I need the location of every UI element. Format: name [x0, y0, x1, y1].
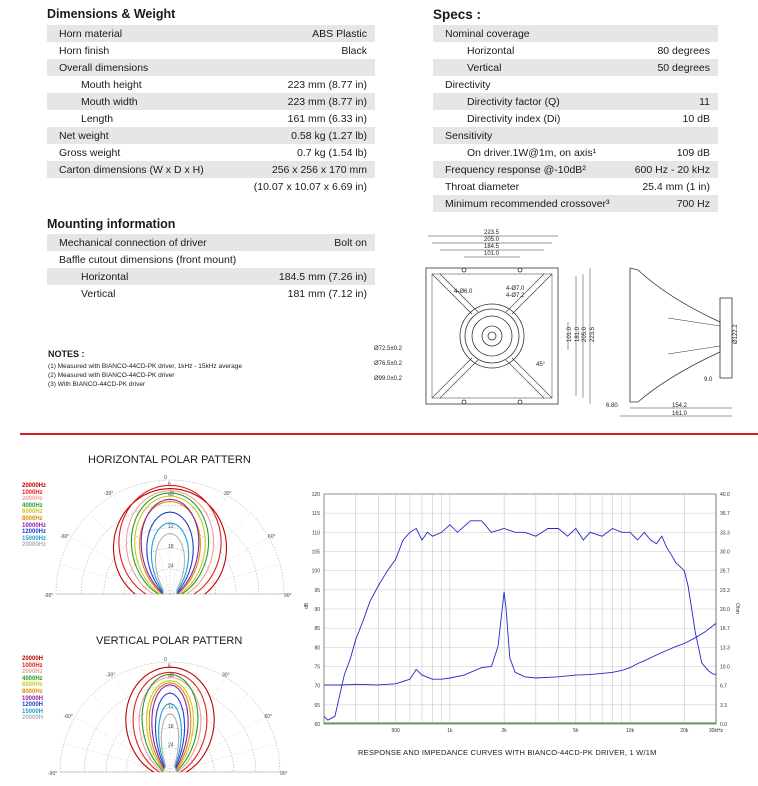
spec-value [627, 25, 718, 42]
polar-angle-label: -60° [60, 534, 70, 540]
y-right-tick-label: 10.0 [720, 664, 730, 671]
dimension-label: Mouth height [81, 78, 142, 91]
polar-db-label: 18 [168, 544, 174, 551]
dimension-row [47, 127, 375, 144]
spec-label: On driver.1W@1m, on axis¹ [467, 146, 597, 159]
spec-label: Throat diameter [445, 180, 520, 193]
technical-drawing [368, 226, 758, 424]
spec-row [433, 195, 718, 212]
legend-item: 10000H [22, 695, 44, 702]
spec-row [433, 144, 718, 161]
y-tick-label: 80 [314, 645, 320, 652]
mounting-value: 181 mm (7.12 in) [287, 287, 367, 300]
mounting-label: Horizontal [47, 268, 265, 285]
y-right-tick-label: 33.3 [720, 530, 730, 537]
legend-item: 20000Hz [22, 483, 47, 489]
y-right-tick-label: 6.7 [720, 683, 727, 690]
polar-angle-label: 30° [224, 490, 232, 497]
spec-row [433, 127, 718, 144]
notes-title: NOTES : [48, 349, 85, 359]
dimensions-title: Dimensions & Weight [47, 7, 176, 21]
polar-db-label: 6 [168, 481, 171, 488]
dim-width-2: 205.0 [484, 237, 500, 243]
polar-db-label: 24 [168, 563, 174, 570]
spec-row [433, 76, 718, 93]
polar-angle-label: -90° [44, 593, 54, 599]
y-right-tick-label: 3.3 [720, 703, 727, 710]
dim-height-3: 205.0 [582, 326, 588, 342]
spec-label: Directivity [445, 78, 491, 91]
mounting-row [47, 285, 375, 302]
polar-db-label: 24 [168, 742, 174, 749]
spec-row [433, 25, 718, 42]
mounting-value: Bolt on [265, 234, 376, 251]
dim-hole-1: 4-Ø6.0 [454, 289, 473, 295]
spec-label: Directivity factor (Q) [433, 93, 627, 110]
dimension-row [47, 42, 375, 59]
dim-width-4: 101.0 [484, 251, 500, 257]
polar-angle-label: 60° [264, 714, 273, 720]
side-dim-2: 161.0 [672, 411, 688, 417]
polar-angle-label: 90° [284, 593, 292, 599]
dimension-row [47, 76, 375, 93]
spec-label: Vertical [433, 59, 627, 76]
legend-item: 12000Hz [22, 529, 47, 536]
y-right-tick-label: 20.0 [720, 607, 730, 613]
polar-angle-label: 0 [164, 475, 167, 481]
spec-row [433, 59, 718, 76]
dimension-label: Net weight [47, 127, 232, 144]
polar-angle-label: -60° [63, 714, 73, 720]
dim-height-2: 181.0 [575, 326, 581, 342]
spec-value: 80 degrees [657, 44, 710, 57]
spec-row [433, 110, 718, 127]
front-outline [426, 268, 558, 404]
legend-item: 1000Hz [22, 662, 43, 669]
mounting-label: Baffle cutout dimensions (front mount) [59, 253, 237, 266]
dimension-label: Length [81, 112, 114, 125]
polar-angle-label: 60° [267, 534, 276, 540]
spec-label: Sensitivity [433, 127, 627, 144]
spec-row [433, 161, 718, 178]
dimension-label: Overall dimensions [47, 59, 232, 76]
polar-db-label: dB [168, 673, 175, 680]
vertical-polar-title: VERTICAL POLAR PATTERN [96, 635, 243, 647]
dimension-label: Mouth width [47, 93, 232, 110]
legend-item: 20000H [22, 656, 44, 662]
dimension-value: 223 mm (8.77 in) [232, 93, 375, 110]
y-right-tick-label: 13.3 [720, 645, 730, 652]
horizontal-polar-title: HORIZONTAL POLAR PATTERN [88, 454, 251, 466]
spec-label: Directivity index (Di) [467, 112, 561, 125]
mounting-value [265, 251, 376, 268]
x-tick-label: 10k [626, 728, 635, 734]
x-tick-label: 500 [391, 728, 400, 734]
polar-angle-label: 0 [164, 657, 167, 663]
spec-value: 50 degrees [627, 59, 718, 76]
polar-db-label: 12 [168, 704, 174, 710]
notes-list [48, 362, 242, 389]
dimension-value: 223 mm (8.77 in) [287, 78, 367, 91]
spec-value: 700 Hz [627, 195, 718, 212]
spec-value: 600 Hz - 20 kHz [627, 161, 718, 178]
side-offset: 9.0 [704, 377, 713, 383]
dimension-value: 0.7 kg (1.54 lb) [296, 146, 367, 159]
y-tick-label: 100 [311, 568, 320, 575]
y-right-tick-label: 40.0 [720, 492, 730, 498]
vertical-polar-chart [40, 654, 300, 782]
mounting-value: 184.5 mm (7.26 in) [265, 268, 376, 285]
legend-item: 20000Hz [22, 542, 47, 549]
dimension-row [47, 110, 375, 127]
spec-value: 109 dB [676, 146, 710, 159]
mounting-table [47, 234, 375, 302]
legend-item: 15000Hz [22, 535, 47, 542]
dimension-value: 0.58 kg (1.27 lb) [232, 127, 375, 144]
legend-item: 10000Hz [22, 522, 47, 529]
mounting-label: Mechanical connection of driver [47, 234, 265, 251]
spec-label: Minimum recommended crossover³ [433, 195, 627, 212]
dimension-value: 256 x 256 x 170 mm [232, 161, 375, 178]
legend-item: 2000Hz [22, 669, 43, 676]
polar-angle-label: -30° [106, 672, 116, 679]
x-tick-label: 30kHz [708, 728, 724, 734]
spec-value: 25.4 mm (1 in) [642, 180, 710, 193]
dim-height-4: 223.5 [590, 326, 596, 342]
spec-label: Horizontal [467, 44, 515, 57]
mounting-row [47, 251, 375, 268]
spec-row [433, 178, 718, 195]
dim-dia-3: Ø99.0±0.2 [374, 376, 402, 382]
y-tick-label: 110 [312, 530, 320, 537]
dim-hole-2: 4-Ø7.0 [506, 286, 525, 292]
spec-row [433, 93, 718, 110]
legend-item: 20000H [22, 715, 44, 722]
dimension-value: ABS Plastic [232, 25, 375, 42]
y-right-tick-label: 26.7 [720, 568, 730, 575]
polar-db-label: 12 [168, 523, 174, 530]
specs-table [433, 25, 718, 212]
dimension-value [232, 59, 375, 76]
specs-title: Specs : [433, 7, 482, 22]
note-2: (2) Measured with BIANCO-44CD-PK driver [48, 372, 175, 379]
polar-angle-label: 30° [222, 672, 230, 679]
side-diameter: Ø122.2 [733, 324, 739, 344]
dimension-row [47, 93, 375, 110]
dim-angle: 45° [536, 362, 546, 368]
dim-dia-1: Ø72.5±0.2 [374, 346, 402, 352]
legend-item: 12000H [22, 702, 44, 709]
y-right-tick-label: 23.3 [720, 588, 730, 595]
note-3: (3) With BIANCO-44CD-PK driver [48, 381, 146, 388]
legend-item: 4000Hz [22, 502, 43, 509]
section-divider [20, 433, 758, 435]
dim-height-1: 101.0 [567, 326, 573, 342]
polar-db-label: 6 [168, 663, 171, 670]
dimension-row [47, 178, 375, 195]
y-right-tick-label: 36.7 [720, 510, 730, 517]
dimension-label: Gross weight [59, 146, 121, 159]
y-tick-label: 70 [314, 683, 320, 690]
dim-width-1: 223.5 [484, 230, 500, 236]
dimensions-table [47, 25, 375, 195]
side-dim-1: 154.2 [672, 403, 688, 409]
y-axis-label: dB [304, 602, 310, 609]
legend-item: 4000Hz [22, 675, 43, 682]
polar-db-label: 18 [168, 723, 174, 730]
mounting-row [47, 234, 375, 251]
response-chart [296, 484, 746, 740]
dimension-label: Horn finish [59, 44, 110, 57]
spec-row [433, 42, 718, 59]
legend-item: 15000H [22, 708, 44, 715]
dimension-label: Horn material [47, 25, 232, 42]
y-right-tick-label: 16.7 [720, 625, 730, 632]
spec-label: Nominal coverage [433, 25, 627, 42]
y-tick-label: 60 [314, 722, 320, 728]
x-tick-label: 2k [501, 728, 507, 734]
legend-item: 8000Hz [22, 515, 43, 522]
x-tick-label: 1k [447, 728, 453, 734]
dimension-row [47, 144, 375, 161]
y-tick-label: 75 [314, 664, 320, 671]
legend-item: 1000Hz [22, 489, 43, 496]
dimension-row [47, 59, 375, 76]
spec-value: 11 [627, 93, 718, 110]
polar-angle-label: -90° [48, 771, 58, 777]
dimension-value: (10.07 x 10.07 x 6.69 in) [253, 180, 367, 193]
legend-item: 6000Hz [22, 509, 43, 516]
mounting-title: Mounting information [47, 217, 176, 231]
y-tick-label: 95 [314, 587, 320, 594]
y-right-tick-label: 0.0 [720, 722, 727, 728]
polar-angle-label: -30° [104, 490, 114, 497]
y-tick-label: 65 [314, 702, 320, 709]
dimension-label: Carton dimensions (W x D x H) [47, 161, 232, 178]
dimension-value: Black [341, 44, 367, 57]
y-tick-label: 120 [311, 492, 320, 498]
dim-dia-2: Ø76.5±0.2 [374, 361, 402, 367]
dim-hole-3: 4-Ø7.2 [506, 293, 525, 299]
dimension-row [47, 25, 375, 42]
y-right-axis-label: Ohm [734, 603, 740, 614]
spec-value [627, 127, 718, 144]
y-tick-label: 85 [314, 626, 320, 633]
y-right-tick-label: 30.0 [720, 549, 730, 556]
legend-item: 2000Hz [22, 496, 43, 503]
response-chart-title: RESPONSE AND IMPEDANCE CURVES WITH BIANCO-44CD-PK DRIVER, 1 W/1M [358, 748, 657, 757]
legend-item: 6000Hz [22, 682, 43, 689]
side-flange: 6.80 [606, 403, 618, 409]
mounting-label: Vertical [81, 287, 116, 300]
dimension-value: 161 mm (6.33 in) [287, 112, 367, 125]
dimension-row [47, 161, 375, 178]
mounting-row [47, 268, 375, 285]
y-tick-label: 115 [312, 511, 320, 518]
spec-value: 10 dB [682, 112, 710, 125]
y-tick-label: 105 [311, 549, 320, 556]
dim-width-3: 184.5 [484, 244, 500, 250]
spec-value [627, 76, 718, 93]
legend-item: 8000Hz [22, 688, 43, 695]
polar-db-label: dB [168, 491, 175, 498]
horizontal-polar-chart [40, 470, 300, 602]
x-tick-label: 5k [573, 728, 579, 734]
dimension-label [47, 178, 232, 195]
polar-angle-label: 90° [280, 771, 288, 777]
note-1: (1) Measured with BIANCO-44CD-PK driver, 1kHz - 15kHz average [48, 363, 242, 370]
y-tick-label: 90 [314, 607, 320, 613]
spec-label: Frequency response @-10dB² [433, 161, 627, 178]
x-tick-label: 20k [680, 728, 689, 734]
